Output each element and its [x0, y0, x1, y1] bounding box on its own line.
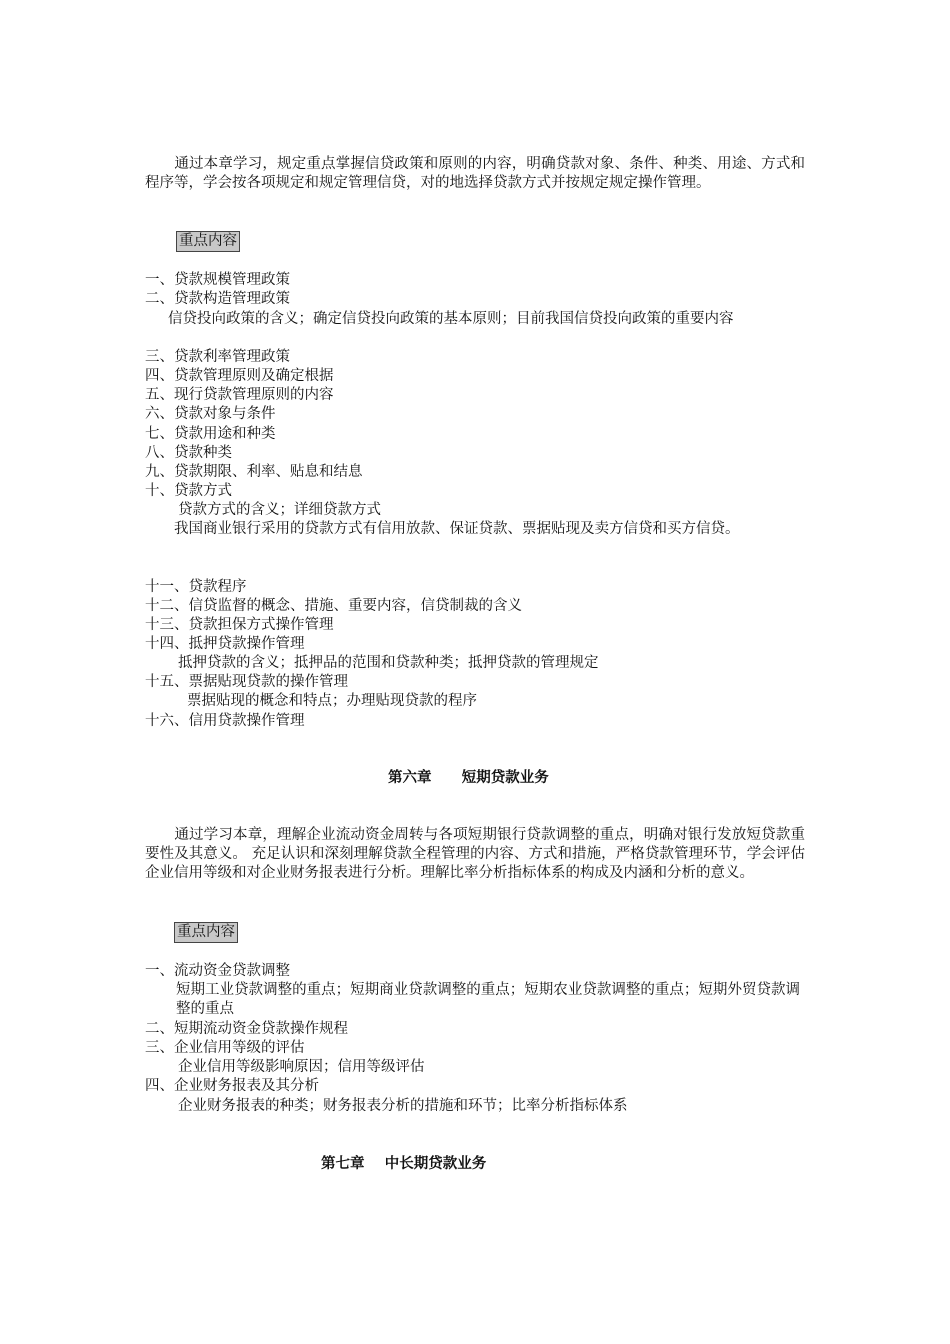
ch5-item-10-paragraph: 我国商业银行采用的贷款方式有信用放款、保证贷款、票据贴现及卖方信贷和买方信贷。 [145, 521, 740, 537]
ch5-item-4: 四、贷款管理原则及确定根据 [145, 368, 334, 384]
ch5-item-7: 七、贷款用途和种类 [145, 426, 276, 442]
ch5-item-15-detail: 票据贴现的概念和特点；办理贴现贷款的程序 [187, 693, 477, 709]
ch6-title: 第六章 短期贷款业务 [388, 769, 549, 786]
ch5-item-6: 六、贷款对象与条件 [145, 406, 276, 422]
ch5-item-8: 八、贷款种类 [145, 445, 232, 461]
ch5-item-14-detail: 抵押贷款的含义；抵押品的范围和贷款种类；抵押贷款的管理规定 [178, 655, 599, 671]
ch5-item-10: 十、贷款方式 [145, 483, 232, 499]
ch5-item-2-detail: 信贷投向政策的含义；确定信贷投向政策的基本原则；目前我国信贷投向政策的重要内容 [168, 311, 734, 327]
ch5-item-14: 十四、抵押贷款操作管理 [145, 636, 305, 652]
ch5-item-9: 九、贷款期限、利率、贴息和结息 [145, 464, 363, 480]
ch5-item-3: 三、贷款利率管理政策 [145, 349, 290, 365]
ch5-item-2: 二、贷款构造管理政策 [145, 291, 290, 307]
ch6-item-1-detail: 短期工业贷款调整的重点；短期商业贷款调整的重点；短期农业贷款调整的重点；短期外贸贷款调整的重点 [176, 982, 800, 1017]
ch6-item-4: 四、企业财务报表及其分析 [145, 1078, 319, 1094]
ch5-item-15: 十五、票据贴现贷款的操作管理 [145, 674, 348, 690]
ch6-item-3: 三、企业信用等级的评估 [145, 1040, 305, 1056]
ch6-item-2: 二、短期流动资金贷款操作规程 [145, 1021, 348, 1037]
ch5-key-content-label: 重点内容 [176, 231, 240, 252]
ch5-item-12: 十二、信贷监督的概念、措施、重要内容，信贷制裁的含义 [145, 598, 522, 614]
ch5-item-11: 十一、贷款程序 [145, 579, 247, 595]
ch5-item-10-detail: 贷款方式的含义；详细贷款方式 [178, 502, 381, 518]
ch6-item-3-detail: 企业信用等级影响原因；信用等级评估 [178, 1059, 425, 1075]
ch5-item-16: 十六、信用贷款操作管理 [145, 713, 305, 729]
ch6-key-content-label: 重点内容 [174, 922, 238, 943]
ch6-item-4-detail: 企业财务报表的种类；财务报表分析的措施和环节；比率分析指标体系 [178, 1098, 628, 1114]
ch5-item-5: 五、现行贷款管理原则的内容 [145, 387, 334, 403]
ch7-title: 第七章 中长期贷款业务 [321, 1155, 487, 1172]
ch5-intro-paragraph: 通过本章学习，规定重点掌握信贷政策和原则的内容，明确贷款对象、条件、种类、用途、方式和程序等，学会按各项规定和规定管理信贷，对的地选择贷款方式并按规定规定操作管理。 [145, 156, 805, 191]
ch6-intro-paragraph: 通过学习本章，理解企业流动资金周转与各项短期银行贷款调整的重点，明确对银行发放短贷款重要性及其意义。 充足认识和深刻理解贷款全程管理的内容、方式和措施，严格贷款管理环节，学会评估企业信用等级和对企业财务报表进行分析。理解比率分析指标体系的构成及内涵和分析的意义。 [145, 827, 805, 881]
ch5-item-1: 一、贷款规模管理政策 [145, 272, 290, 288]
ch6-item-1: 一、流动资金贷款调整 [145, 963, 290, 979]
ch5-item-13: 十三、贷款担保方式操作管理 [145, 617, 334, 633]
